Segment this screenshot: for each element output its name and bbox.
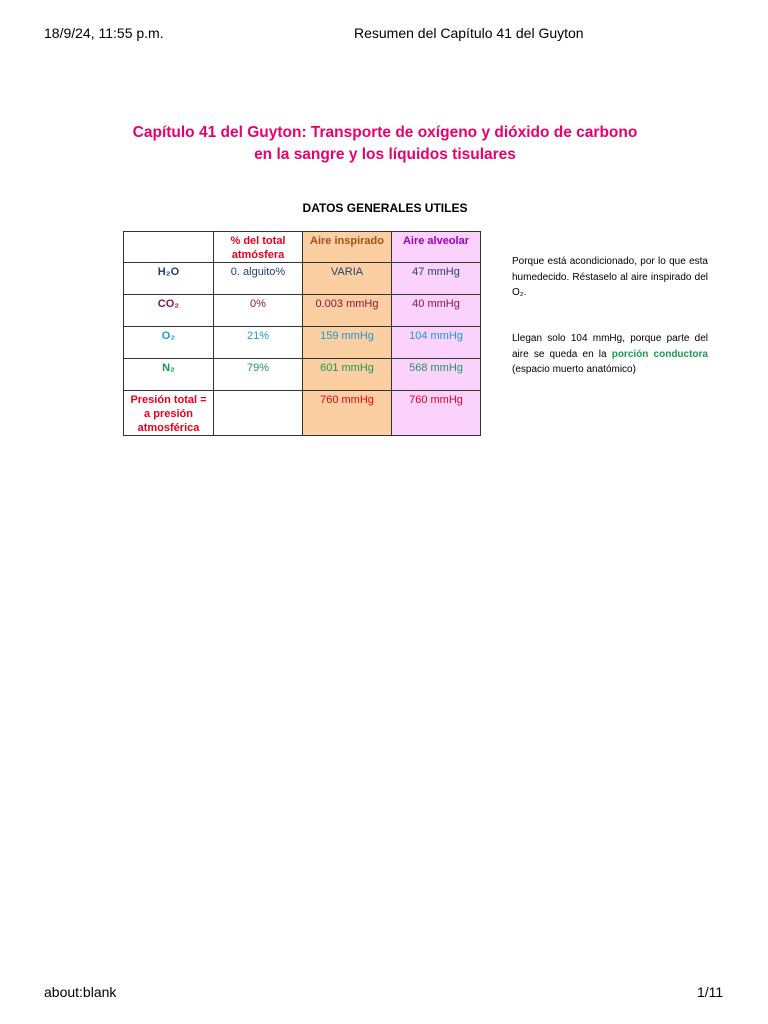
table-cell-alveolar: 40 mmHg	[392, 295, 481, 327]
table-row	[124, 327, 481, 359]
note-highlight: porción conductora	[611, 348, 708, 360]
table-cell-pct	[214, 391, 303, 436]
page-title-line1: Capítulo 41 del Guyton: Transporte de oxígeno y dióxido de carbono	[132, 124, 638, 141]
table-cell-alveolar: 760 mmHg	[392, 391, 481, 436]
print-doc-title: Resumen del Capítulo 41 del Guyton	[354, 25, 584, 41]
table-cell-inspirado: 760 mmHg	[303, 391, 392, 436]
table-header-cell	[124, 232, 214, 263]
table-cell-alveolar: 104 mmHg	[392, 327, 481, 359]
table-cell-alveolar: 568 mmHg	[392, 359, 481, 391]
side-note-humidity: Porque está acondicionado, por lo que esta humedecido. Réstaselo al aire inspirado del O₂.	[512, 256, 708, 298]
side-note-dead-space	[512, 331, 708, 378]
table-cell-inspirado: 601 mmHg	[303, 359, 392, 391]
table-header-cell: Aire alveolar	[392, 232, 481, 263]
table-row	[124, 263, 481, 295]
table-cell-inspirado: VARIA	[303, 263, 392, 295]
table-cell-pct: 0. alguito%	[214, 263, 303, 295]
gas-data-table	[123, 231, 481, 436]
note-text: Llegan solo 104 mmHg, porque parte del aire se queda en la	[512, 333, 708, 360]
table-cell-pct: 0%	[214, 295, 303, 327]
table-cell-pct: 79%	[214, 359, 303, 391]
table-cell-gas: Presión total = a presión atmosférica	[124, 391, 214, 436]
page-title-line2: en la sangre y los líquidos tisulares	[254, 146, 516, 163]
table-row	[124, 359, 481, 391]
page-title	[120, 122, 650, 166]
print-datetime: 18/9/24, 11:55 p.m.	[44, 25, 164, 41]
table-row	[124, 295, 481, 327]
table-cell-alveolar: 47 mmHg	[392, 263, 481, 295]
table-cell-pct: 21%	[214, 327, 303, 359]
table-header-cell: % del total atmósfera	[214, 232, 303, 263]
table-cell-gas: H₂O	[124, 263, 214, 295]
table-header-cell: Aire inspirado	[303, 232, 392, 263]
table-cell-inspirado: 159 mmHg	[303, 327, 392, 359]
print-url: about:blank	[44, 984, 117, 1000]
table-cell-gas: O₂	[124, 327, 214, 359]
page-number: 1/11	[697, 984, 724, 1000]
table-cell-gas: N₂	[124, 359, 214, 391]
section-heading: DATOS GENERALES UTILES	[302, 201, 468, 215]
table-cell-gas: CO₂	[124, 295, 214, 327]
table-cell-inspirado: 0.003 mmHg	[303, 295, 392, 327]
note-text: (espacio muerto anatómico)	[512, 364, 636, 375]
table-header-row	[124, 232, 481, 263]
table-row	[124, 391, 481, 436]
